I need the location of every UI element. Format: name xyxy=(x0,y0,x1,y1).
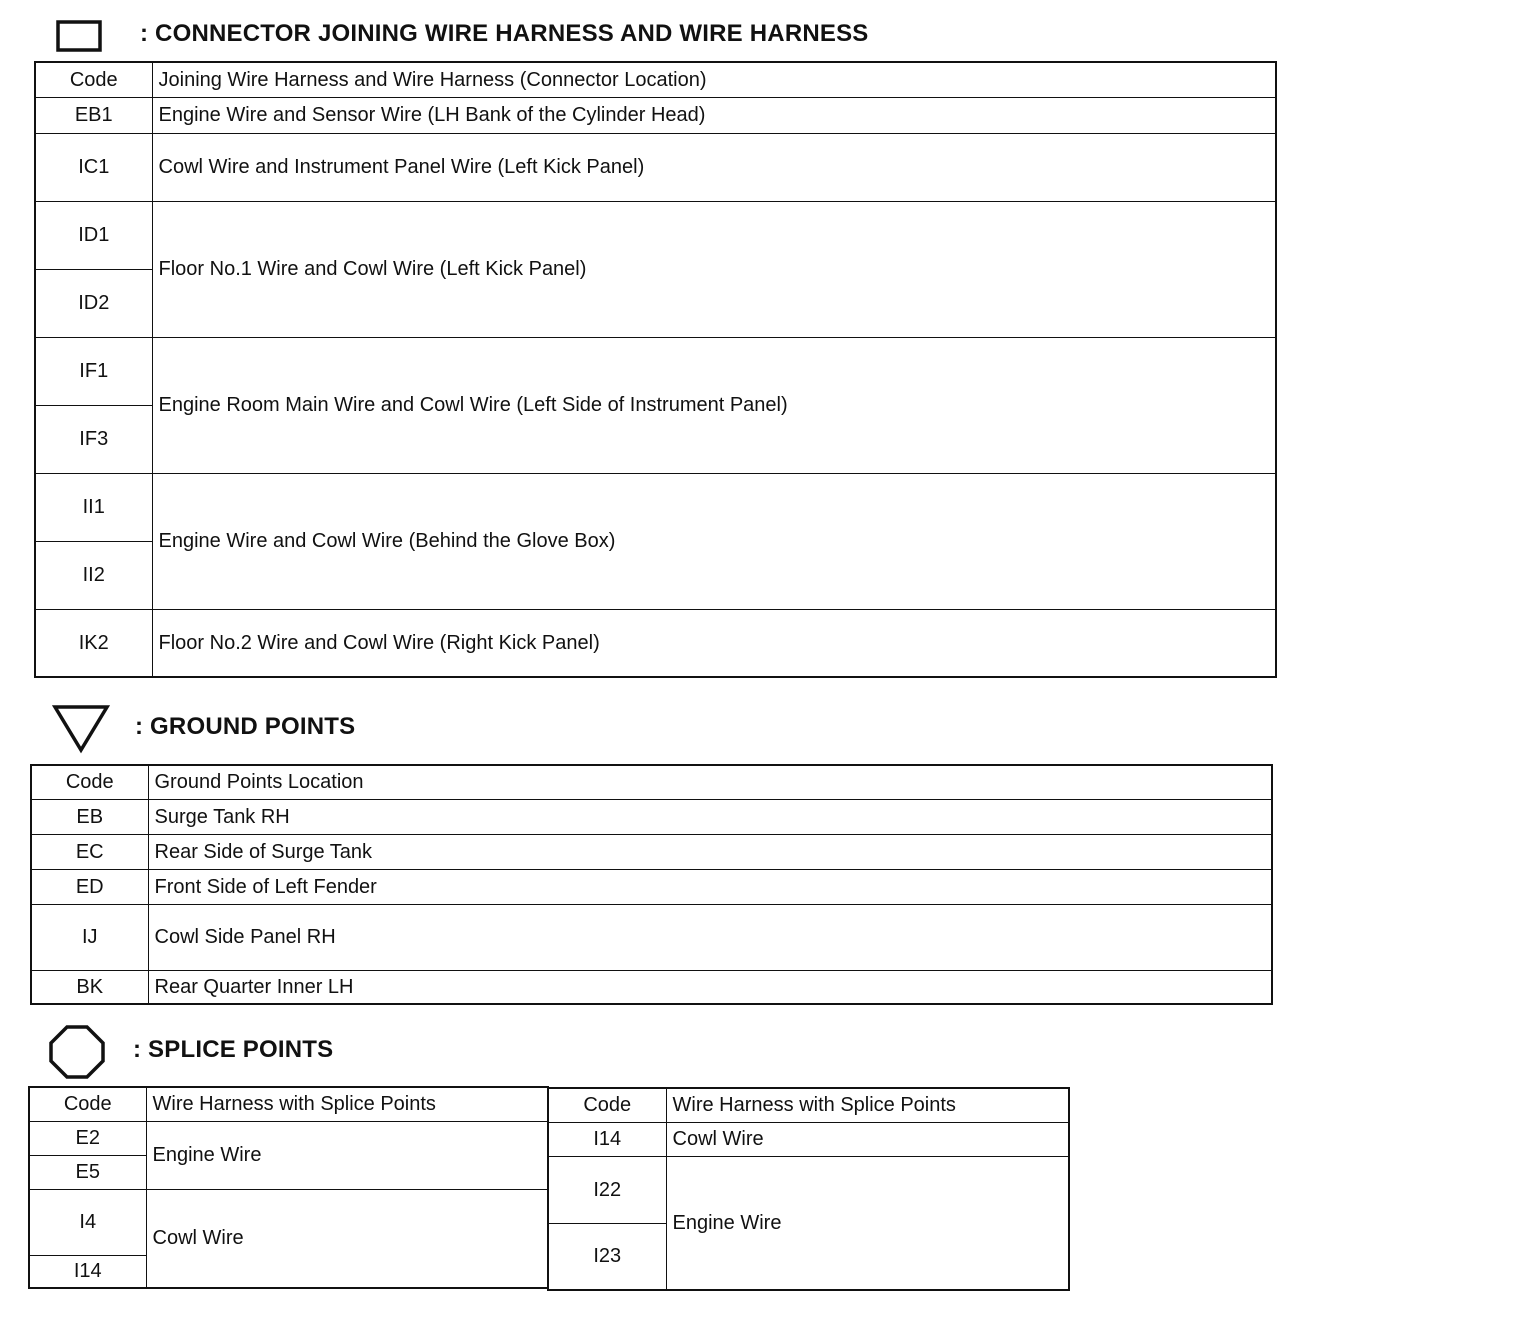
ground-section-title: : GROUND POINTS xyxy=(135,713,356,740)
splice-code: I23 xyxy=(548,1223,666,1290)
splice-harness: Engine Wire xyxy=(666,1156,1069,1290)
table-row xyxy=(29,1121,548,1155)
connector-code: ID1 xyxy=(35,201,152,269)
header-code: Code xyxy=(29,1087,146,1121)
connector-code: IK2 xyxy=(35,609,152,677)
octagon-icon xyxy=(48,1024,106,1080)
table-row xyxy=(31,869,1272,904)
connector-table xyxy=(34,61,1277,678)
connector-location: Floor No.2 Wire and Cowl Wire (Right Kick Panel) xyxy=(152,609,1276,677)
connector-section-title: : CONNECTOR JOINING WIRE HARNESS AND WIRE HARNESS xyxy=(140,20,869,47)
splice-code: E2 xyxy=(29,1121,146,1155)
ground-location: Rear Quarter Inner LH xyxy=(148,970,1272,1004)
table-row xyxy=(31,834,1272,869)
splice-code: I22 xyxy=(548,1156,666,1223)
connector-location: Floor No.1 Wire and Cowl Wire (Left Kick Panel) xyxy=(152,201,1276,337)
header-desc: Wire Harness with Splice Points xyxy=(666,1088,1069,1122)
header-desc: Wire Harness with Splice Points xyxy=(146,1087,548,1121)
ground-code: EB xyxy=(31,799,148,834)
down-triangle-icon xyxy=(52,704,110,754)
ground-location: Surge Tank RH xyxy=(148,799,1272,834)
header-desc: Joining Wire Harness and Wire Harness (Connector Location) xyxy=(152,62,1276,97)
table-row xyxy=(31,799,1272,834)
splice-code: I14 xyxy=(548,1122,666,1156)
table-header-row xyxy=(548,1088,1069,1122)
splice-harness: Cowl Wire xyxy=(146,1189,548,1288)
ground-location: Rear Side of Surge Tank xyxy=(148,834,1272,869)
ground-code: BK xyxy=(31,970,148,1004)
table-row xyxy=(35,201,1276,269)
table-row xyxy=(29,1189,548,1255)
table-row xyxy=(548,1156,1069,1223)
ground-code: EC xyxy=(31,834,148,869)
connector-location: Cowl Wire and Instrument Panel Wire (Left Kick Panel) xyxy=(152,133,1276,201)
connector-code: ID2 xyxy=(35,269,152,337)
splice-code: I14 xyxy=(29,1255,146,1288)
connector-code: IF3 xyxy=(35,405,152,473)
connector-location: Engine Wire and Sensor Wire (LH Bank of the Cylinder Head) xyxy=(152,97,1276,133)
table-row xyxy=(31,970,1272,1004)
table-row xyxy=(35,473,1276,541)
connector-code: IF1 xyxy=(35,337,152,405)
splice-code: I4 xyxy=(29,1189,146,1255)
table-header-row xyxy=(29,1087,548,1121)
ground-location: Front Side of Left Fender xyxy=(148,869,1272,904)
ground-code: ED xyxy=(31,869,148,904)
splice-code: E5 xyxy=(29,1155,146,1189)
connector-code: II2 xyxy=(35,541,152,609)
connector-location: Engine Wire and Cowl Wire (Behind the Glove Box) xyxy=(152,473,1276,609)
splice-harness: Engine Wire xyxy=(146,1121,548,1189)
table-row xyxy=(35,97,1276,133)
table-row xyxy=(31,904,1272,970)
splice-section-title: : SPLICE POINTS xyxy=(133,1036,334,1063)
table-row xyxy=(35,133,1276,201)
connector-code: IC1 xyxy=(35,133,152,201)
table-row xyxy=(35,609,1276,677)
connector-code: EB1 xyxy=(35,97,152,133)
table-row xyxy=(548,1122,1069,1156)
splice-harness: Cowl Wire xyxy=(666,1122,1069,1156)
splice-table-left xyxy=(28,1086,549,1289)
square-outline-icon xyxy=(56,20,102,52)
header-code: Code xyxy=(35,62,152,97)
ground-location: Cowl Side Panel RH xyxy=(148,904,1272,970)
connector-code: II1 xyxy=(35,473,152,541)
table-header-row xyxy=(35,62,1276,97)
ground-table xyxy=(30,764,1273,1005)
ground-code: IJ xyxy=(31,904,148,970)
header-code: Code xyxy=(548,1088,666,1122)
splice-table-right xyxy=(547,1087,1070,1291)
header-desc: Ground Points Location xyxy=(148,765,1272,799)
connector-location: Engine Room Main Wire and Cowl Wire (Left Side of Instrument Panel) xyxy=(152,337,1276,473)
table-header-row xyxy=(31,765,1272,799)
table-row xyxy=(35,337,1276,405)
header-code: Code xyxy=(31,765,148,799)
